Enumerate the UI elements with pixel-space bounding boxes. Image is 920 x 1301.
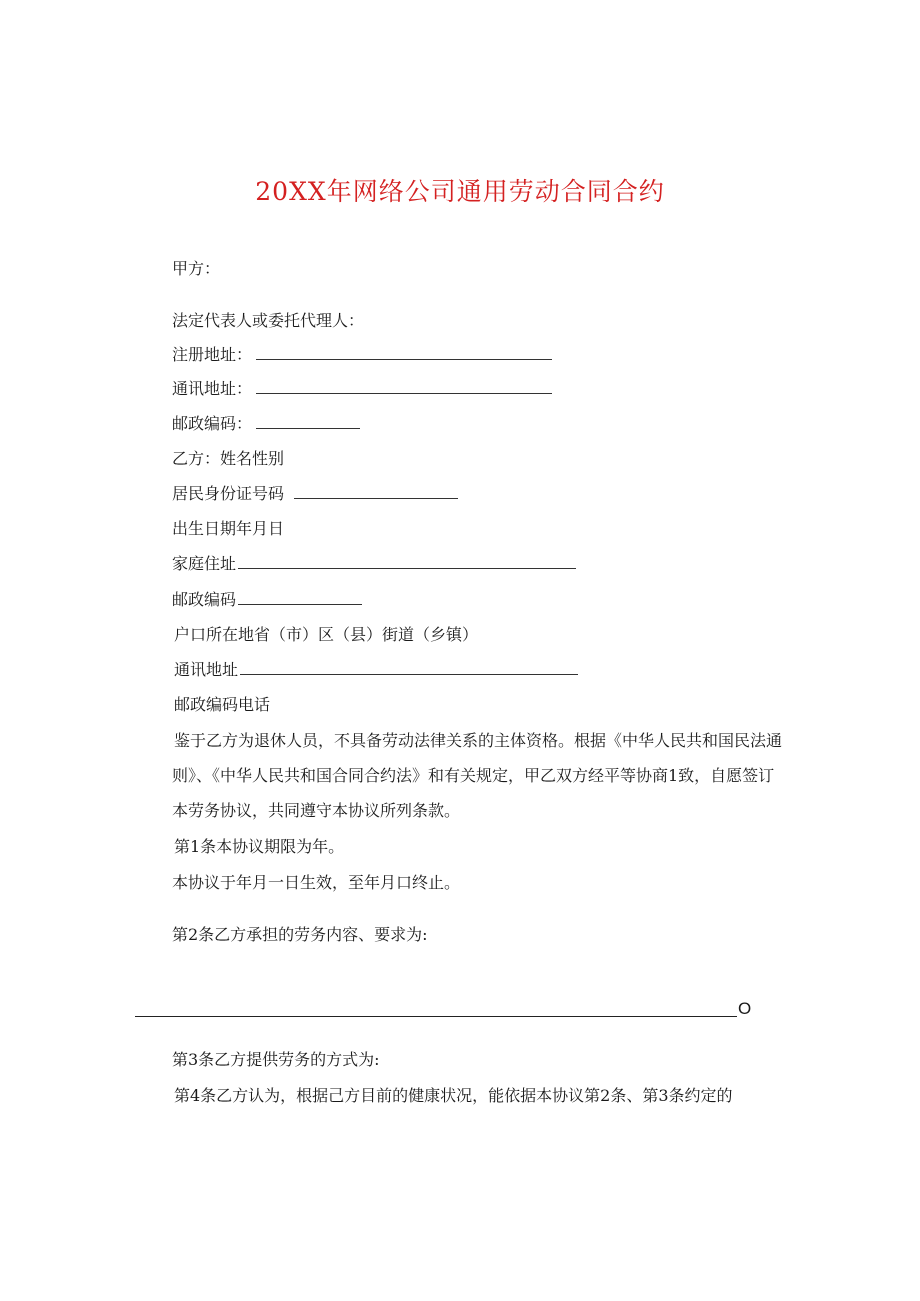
postal-code-blank [256, 413, 360, 429]
registered-address-blank [256, 344, 552, 360]
home-address-label: 家庭住址 [172, 554, 237, 573]
party-a-mailing-address [172, 378, 552, 400]
id-number-blank [294, 483, 458, 499]
party-b-mailing-address-blank [240, 659, 578, 675]
party-b-label: 乙方：姓名性别 [172, 449, 285, 468]
article-2-end-mark: O [738, 999, 752, 1018]
party-b-postal-code-label: 邮政编码 [172, 590, 237, 609]
party-a-representative: 法定代表人或委托代理人： [172, 311, 365, 330]
document-title: 20XX年网络公司通用劳动合同合约 [255, 177, 665, 206]
party-b-household-location: 户口所在地省（市）区（县）街道（乡镇） [174, 625, 479, 644]
article-4: 第4条乙方认为，根据己方目前的健康状况，能依据本协议第2条、第3条约定的 [174, 1086, 733, 1105]
mailing-address-blank [256, 378, 552, 394]
party-b-home-address [172, 553, 576, 575]
article-1-detail: 本协议于年月一日生效，至年月口终止。 [172, 873, 461, 892]
party-a-postal-code [172, 413, 360, 435]
registered-address-label: 注册地址： [172, 345, 253, 364]
postal-code-label: 邮政编码： [172, 414, 253, 433]
party-b-mailing-address [174, 659, 578, 681]
party-b-birth-date: 出生日期年月日 [172, 519, 285, 538]
party-b-mailing-address-label: 通讯地址 [174, 660, 239, 679]
preamble-paragraph: 鉴于乙方为退休人员，不具备劳动法律关系的主体资格。根据《中华人民共和国民法通则》、《中华人民共和国合同合约法》和有关规定，甲乙双方经平等协商1致，自愿签订本劳务协议，共同遵守本协议所列条款。 [172, 731, 783, 820]
mailing-address-label: 通讯地址： [172, 379, 253, 398]
party-b-postal-code-blank [238, 589, 362, 605]
party-b-id-number [172, 483, 458, 505]
article-2: 第2条乙方承担的劳务内容、要求为: [172, 925, 428, 944]
party-a-label: 甲方： [172, 259, 221, 278]
party-b-postal-phone: 邮政编码电话 [174, 695, 271, 714]
party-a-registered-address [172, 344, 552, 366]
article-2-answer-line [135, 1016, 737, 1017]
home-address-blank [238, 553, 576, 569]
article-1: 第1条本协议期限为年。 [174, 837, 345, 856]
party-b-postal-code [172, 589, 362, 611]
id-number-label: 居民身份证号码 [172, 484, 285, 503]
article-3: 第3条乙方提供劳务的方式为: [172, 1050, 380, 1069]
